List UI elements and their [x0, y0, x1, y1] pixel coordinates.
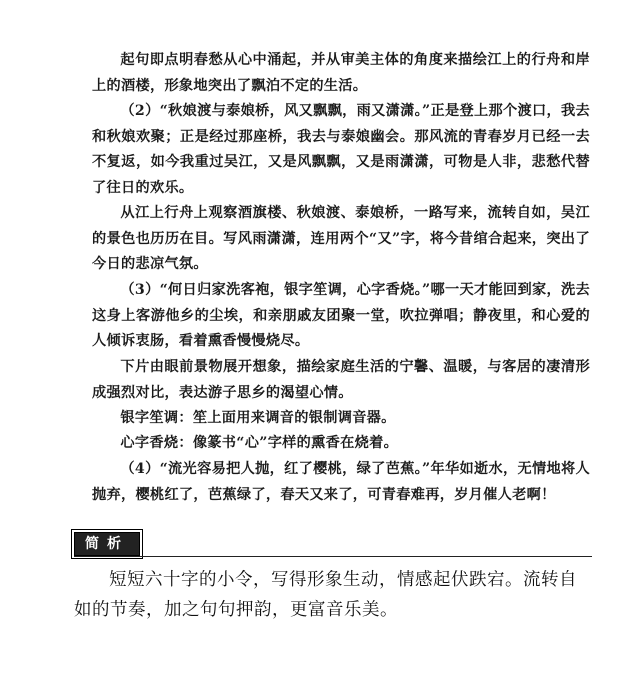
paragraph-note-4: （4）“流光容易把人抛，红了樱桃，绿了芭蕉。”年华如逝水，无情地将人抛弃，樱桃红了，芭蕉绿了，春天又来了，可青春难再，岁月催人老啊！ — [92, 461, 590, 503]
section-divider — [74, 556, 592, 557]
paragraph-analysis-3: 下片由眼前景物展开想象，描绘家庭生活的宁馨、温暖，与客居的凄清形成强烈对比，表达游子思乡的渴望心情。 — [92, 359, 590, 401]
paragraph-analysis-2: 从江上行舟上观察酒旗楼、秋娘渡、泰娘桥，一路写来，流转自如，吴江的景色也历历在目。写风雨潇潇，连用两个“又”字，将今昔绾合起来，突出了今日的悲凉气氛。 — [92, 205, 590, 272]
section-label-brief-analysis: 简析 — [74, 532, 140, 556]
paragraph-gloss-sheng: 银字笙调：笙上面用来调音的银制调音器。 — [120, 410, 396, 426]
paragraph-note-3: （3）“何日归家洗客袍，银字笙调，心字香烧。”哪一天才能回到家，洗去这身上客游他乡的尘埃，和亲朋戚友团聚一堂，吹拉弹唱；静夜里，和心爱的人倾诉衷肠，看着熏香慢慢烧尽。 — [92, 282, 590, 349]
paragraph-note-2: （2）“秋娘渡与泰娘桥，风又飘飘，雨又潇潇。”正是登上那个渡口，我去和秋娘欢聚；正是经过那座桥，我去与泰娘幽会。那风流的青春岁月已经一去不复返，如今我重过吴江，又是风飘飘，又是雨潇潇，可物是人非，悲愁代替了往日的欢乐。 — [92, 103, 590, 196]
summary-paragraph: 短短六十字的小令，写得形象生动，情感起伏跌宕。流转自如的节奏，加之句句押韵，更富音乐美。 — [74, 570, 577, 620]
paragraph-intro: 起句即点明春愁从心中涌起，并从审美主体的角度来描绘江上的行舟和岸上的酒楼，形象地突出了飘泊不定的生活。 — [92, 52, 590, 94]
paragraph-gloss-xiang: 心字香烧：像篆书“心”字样的熏香在烧着。 — [120, 435, 399, 451]
